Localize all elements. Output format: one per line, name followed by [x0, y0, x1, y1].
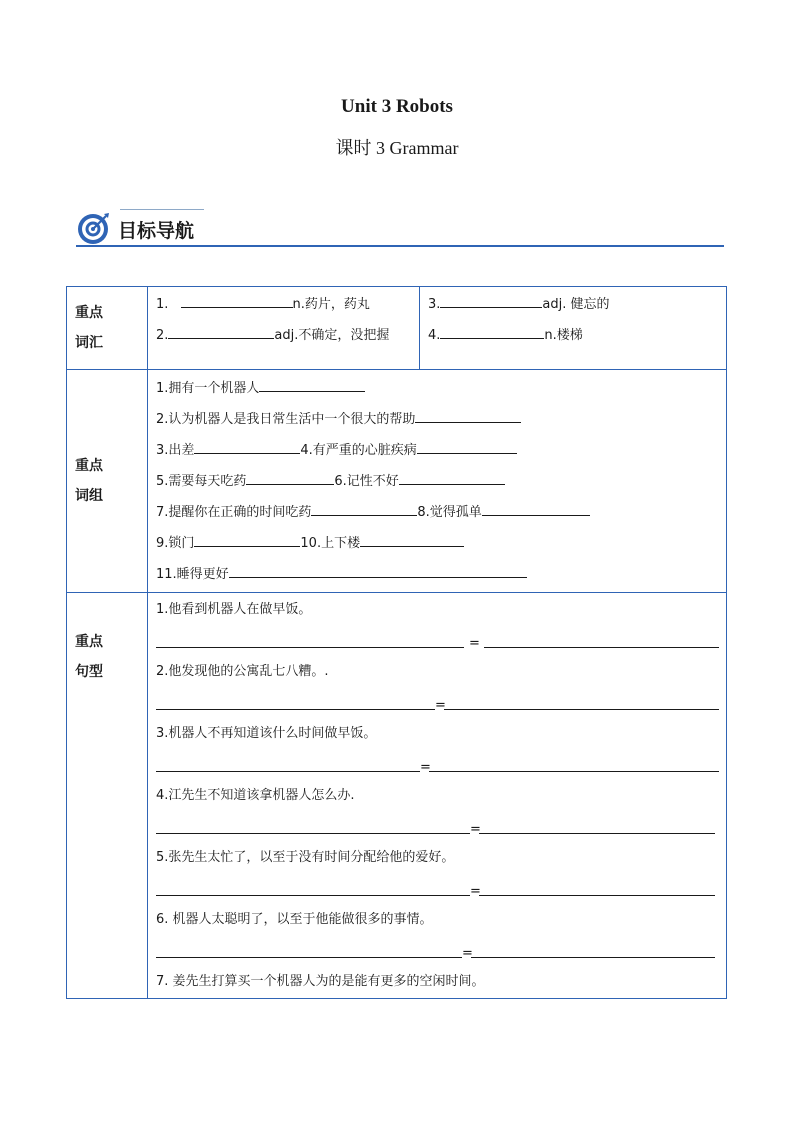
vocab-item: 3. adj. 健忘的 — [420, 289, 726, 320]
vocab-left-cell — [148, 287, 420, 370]
answer-blank[interactable] — [429, 771, 719, 772]
section-label: 目标导航 — [118, 220, 195, 242]
phrases-row — [67, 370, 727, 593]
answer-blank[interactable] — [444, 709, 719, 710]
sentences-category: 重点 句型 — [67, 593, 148, 999]
section-underline — [76, 245, 724, 247]
phrase-item: 2.认为机器人是我日常生活中一个很大的帮助 — [148, 404, 726, 435]
answer-blank[interactable] — [415, 408, 521, 423]
translation-line: = — [148, 935, 726, 966]
answer-blank[interactable] — [194, 439, 300, 454]
sentences-row — [67, 593, 727, 999]
phrase-item: 1.拥有一个机器人 — [148, 373, 726, 404]
page-title: Unit 3 Robots — [341, 96, 453, 117]
sentences-cell — [148, 593, 727, 999]
vocab-right-cell — [420, 287, 727, 370]
sentence-item: 5.张先生太忙了，以至于没有时间分配给他的爱好。 — [156, 850, 455, 865]
answer-blank[interactable] — [417, 439, 517, 454]
translation-line: = — [148, 687, 726, 718]
answer-blank[interactable] — [246, 470, 334, 485]
answer-blank[interactable] — [311, 501, 417, 516]
phrase-item: 9.锁门 10.上下楼 — [148, 528, 726, 559]
answer-blank[interactable] — [399, 470, 505, 485]
answer-blank[interactable] — [156, 709, 435, 710]
vocab-item: 4. n.楼梯 — [420, 320, 726, 351]
phrases-category: 重点 词组 — [67, 370, 148, 593]
phrase-item: 3.出差 4.有严重的心脏疾病 — [148, 435, 726, 466]
vocab-item: 1. n.药片，药丸 — [148, 289, 419, 320]
goals-table — [66, 286, 727, 999]
sentence-item: 6. 机器人太聪明了，以至于他能做很多的事情。 — [156, 912, 433, 927]
vocab-category: 重点 词汇 — [67, 287, 148, 370]
answer-blank[interactable] — [479, 895, 715, 896]
answer-blank[interactable] — [259, 377, 365, 392]
section-header — [76, 208, 724, 248]
phrase-item: 11.睡得更好 — [148, 559, 726, 590]
answer-blank[interactable] — [482, 501, 590, 516]
answer-blank[interactable] — [229, 563, 527, 578]
answer-blank[interactable] — [156, 895, 470, 896]
sentence-item: 3.机器人不再知道该什么时间做早饭。 — [156, 726, 377, 741]
answer-blank[interactable] — [479, 833, 715, 834]
answer-blank[interactable] — [156, 833, 470, 834]
sentence-item: 2.他发现他的公寓乱七八糟。. — [156, 664, 329, 679]
translation-line: = — [148, 811, 726, 842]
header-top-rule — [120, 209, 204, 210]
page-subtitle: 课时 3 Grammar — [335, 138, 459, 158]
answer-blank[interactable] — [181, 293, 293, 308]
answer-blank[interactable] — [194, 532, 300, 547]
vocab-item: 2. adj.不确定，没把握 — [148, 320, 419, 351]
translation-line: = — [148, 749, 726, 780]
phrase-item: 7.提醒你在正确的时间吃药 8.觉得孤单 — [148, 497, 726, 528]
answer-blank[interactable] — [156, 957, 462, 958]
answer-blank[interactable] — [360, 532, 464, 547]
answer-blank[interactable] — [471, 957, 715, 958]
answer-blank[interactable] — [156, 647, 464, 648]
answer-blank[interactable] — [440, 293, 542, 308]
answer-blank[interactable] — [440, 324, 544, 339]
phrase-item: 5.需要每天吃药 6.记性不好 — [148, 466, 726, 497]
target-icon — [76, 212, 110, 246]
phrases-cell — [148, 370, 727, 593]
sentence-item: 4.江先生不知道该拿机器人怎么办. — [156, 788, 355, 803]
vocab-row — [67, 287, 727, 370]
answer-blank[interactable] — [168, 324, 274, 339]
answer-blank[interactable] — [156, 771, 420, 772]
translation-line: = — [148, 873, 726, 904]
sentence-item: 1.他看到机器人在做早饭。 — [156, 602, 312, 617]
translation-line: = — [148, 625, 726, 656]
sentence-item: 7. 姜先生打算买一个机器人为的是能有更多的空闲时间。 — [156, 974, 485, 989]
answer-blank[interactable] — [484, 647, 719, 648]
